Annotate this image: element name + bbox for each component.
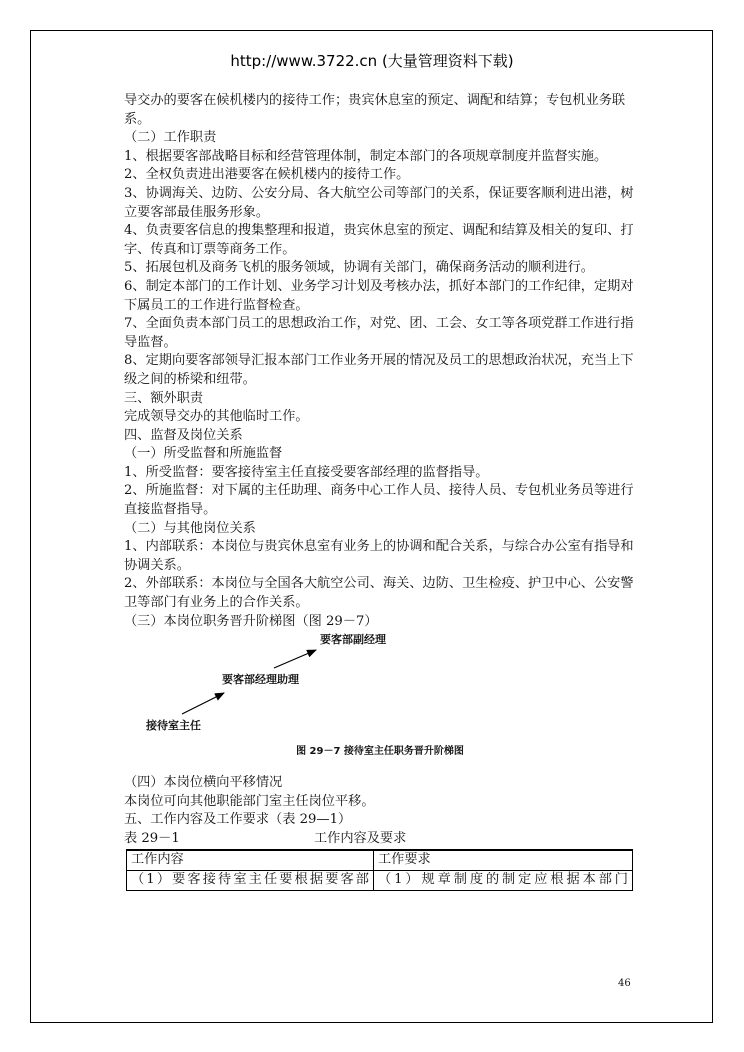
- paragraph: 1、根据要客部战略目标和经营管理体制，制定本部门的各项规章制度并监督实施。: [124, 148, 608, 164]
- paragraph: 2、全权负责进出港要客在候机楼内的接待工作。: [124, 167, 410, 183]
- paragraph: 1、所受监督：要客接待室主任直接受要客部经理的监督指导。: [124, 464, 489, 480]
- table-row: [127, 871, 633, 891]
- paragraph: 四、监督及岗位关系: [124, 427, 243, 443]
- paragraph: 本岗位可向其他职能部门室主任岗位平移。: [124, 793, 375, 809]
- table-title-row: [124, 830, 636, 849]
- body-paragraphs-after-diagram: [124, 774, 636, 830]
- paragraph: 7、全面负责本部门员工的思想政治工作，对党、团、工会、女工等各项党群工作进行指导监督。: [124, 316, 634, 350]
- paragraph: （一）所受监督和所施监督: [124, 446, 283, 462]
- paragraph: （二）与其他岗位关系: [124, 520, 256, 536]
- paragraph: 1、内部联系：本岗位与贵宾休息室有业务上的协调和配合关系，与综合办公室有指导和协调关系。: [124, 539, 634, 573]
- paragraph: （四）本岗位横向平移情况: [124, 775, 283, 791]
- paragraph: 4、负责要客信息的搜集整理和报道，贵宾休息室的预定、调配和结算及相关的复印、打字、传真和订票等商务工作。: [124, 223, 634, 257]
- page-number: 46: [618, 978, 631, 989]
- page-header: [0, 50, 744, 71]
- paragraph: （三）本岗位职务晋升阶梯图（图 29－7）: [124, 613, 378, 629]
- table-header-cell: 工作内容: [127, 850, 374, 871]
- table-cell: （1）规章制度的制定应根据本部门: [374, 871, 633, 891]
- paragraph: 3、协调海关、边防、公安分局、各大航空公司等部门的关系，保证要客顺利进出港，树立要客部最佳服务形象。: [124, 185, 634, 220]
- promotion-ladder-diagram: [124, 631, 636, 774]
- paragraph: 三、额外职责: [124, 390, 204, 406]
- diagram-caption: 图 29－7 接待室主任职务晋升阶梯图: [296, 746, 464, 758]
- header-url[interactable]: http://www.3722.cn: [230, 52, 378, 70]
- paragraph: 五、工作内容及工作要求（表 29—1）: [124, 812, 352, 828]
- paragraph: 导交办的要客在候机楼内的接待工作；贵宾休息室的预定、调配和结算；专包机业务联系。: [124, 93, 626, 127]
- table-header-cell: 工作要求: [374, 850, 633, 871]
- ladder-level-assistant: 要客部经理助理: [222, 673, 299, 687]
- table-header-row: [127, 850, 633, 871]
- document-body: [124, 92, 636, 891]
- arrow-to-assistant: [182, 693, 224, 714]
- ladder-level-director: 接待室主任: [146, 719, 201, 733]
- arrow-to-deputy: [274, 650, 316, 668]
- paragraph: 5、拓展包机及商务飞机的服务领域，协调有关部门，确保商务活动的顺利进行。: [124, 260, 594, 276]
- table-cell: （1）要客接待室主任要根据要客部: [127, 871, 374, 891]
- paragraph: （二）工作职责: [124, 130, 217, 146]
- ladder-level-deputy: 要客部副经理: [320, 633, 386, 647]
- paragraph: 6、制定本部门的工作计划、业务学习计划及考核办法，抓好本部门的工作纪律，定期对下属员工的工作进行监督检查。: [124, 278, 634, 313]
- table-title: 工作内容及要求: [314, 831, 407, 846]
- paragraph: 2、所施监督：对下属的主任助理、商务中心工作人员、接待人员、专包机业务员等进行直接监督指导。: [124, 483, 634, 518]
- table-number: 表 29－1: [124, 831, 180, 846]
- paragraph: 8、定期向要客部领导汇报本部门工作业务开展的情况及员工的思想政治状况，充当上下级之间的桥梁和纽带。: [124, 353, 634, 387]
- header-note: (大量管理资料下载): [381, 52, 514, 70]
- work-content-table: [126, 849, 633, 891]
- body-paragraphs: [124, 92, 636, 631]
- paragraph: 完成领导交办的其他临时工作。: [124, 409, 309, 425]
- paragraph: 2、外部联系：本岗位与全国各大航空公司、海关、边防、卫生检疫、护卫中心、公安警卫等部门有业务上的合作关系。: [124, 576, 634, 611]
